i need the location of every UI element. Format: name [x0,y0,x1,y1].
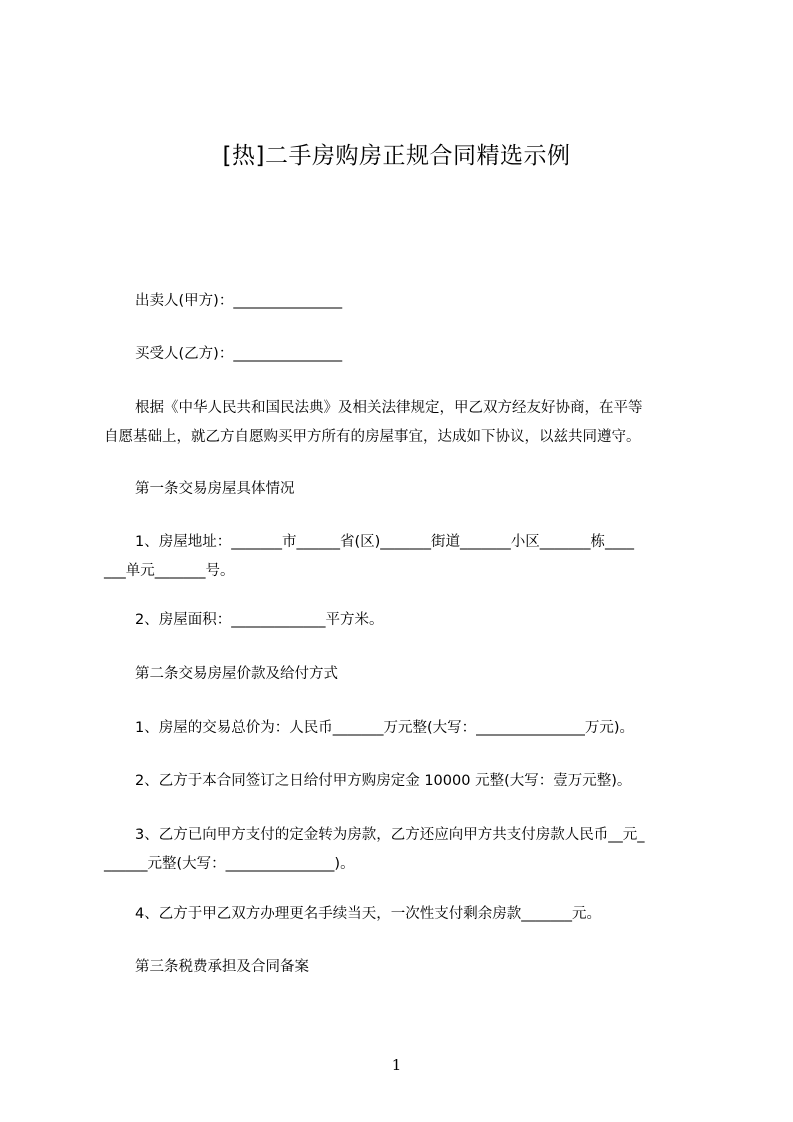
preamble-paragraph [104,394,694,452]
page-number: 1 [391,1056,402,1074]
article-1-item-1-line-1: 1、房屋地址：_______市______省(区)_______街道_______小区_______栋____ [135,534,635,550]
article-2-item-4: 4、乙方于甲乙双方办理更名手续当天，一次性支付剩余房款_______元。 [135,906,601,922]
article-2-item-2: 2、乙方于本合同签订之日给付甲方购房定金 10000 元整(大写：壹万元整)。 [135,773,632,789]
article-2-item-3-line-1: 3、乙方已向甲方支付的定金转为房款，乙方还应向甲方共支付房款人民币__元_ [135,827,645,843]
preamble-line-1: 根据《中华人民共和国民法典》及相关法律规定，甲乙双方经友好协商，在平等 [135,400,643,416]
article-3-heading: 第三条税费承担及合同备案 [135,959,309,975]
buyer-line: 买受人(乙方)：_______________ [135,346,343,362]
article-1-heading: 第一条交易房屋具体情况 [135,481,295,497]
article-2-item-1: 1、房屋的交易总价为：人民币_______万元整(大写：_______________万元)。 [135,720,635,736]
document-title: [热]二手房购房正规合同精选示例 [222,143,571,169]
article-1-item-1-line-2: ___单元_______号。 [104,563,235,579]
article-1-item-1 [104,528,694,586]
seller-line: 出卖人(甲方)：_______________ [135,293,343,309]
article-2-item-3-line-2: ______元整(大写：_______________)。 [104,856,355,872]
article-1-item-2: 2、房屋面积：_____________平方米。 [135,612,384,628]
preamble-line-2: 自愿基础上，就乙方自愿购买甲方所有的房屋事宜，达成如下协议，以兹共同遵守。 [104,429,641,445]
article-2-item-3 [104,821,694,879]
article-2-heading: 第二条交易房屋价款及给付方式 [135,666,338,682]
